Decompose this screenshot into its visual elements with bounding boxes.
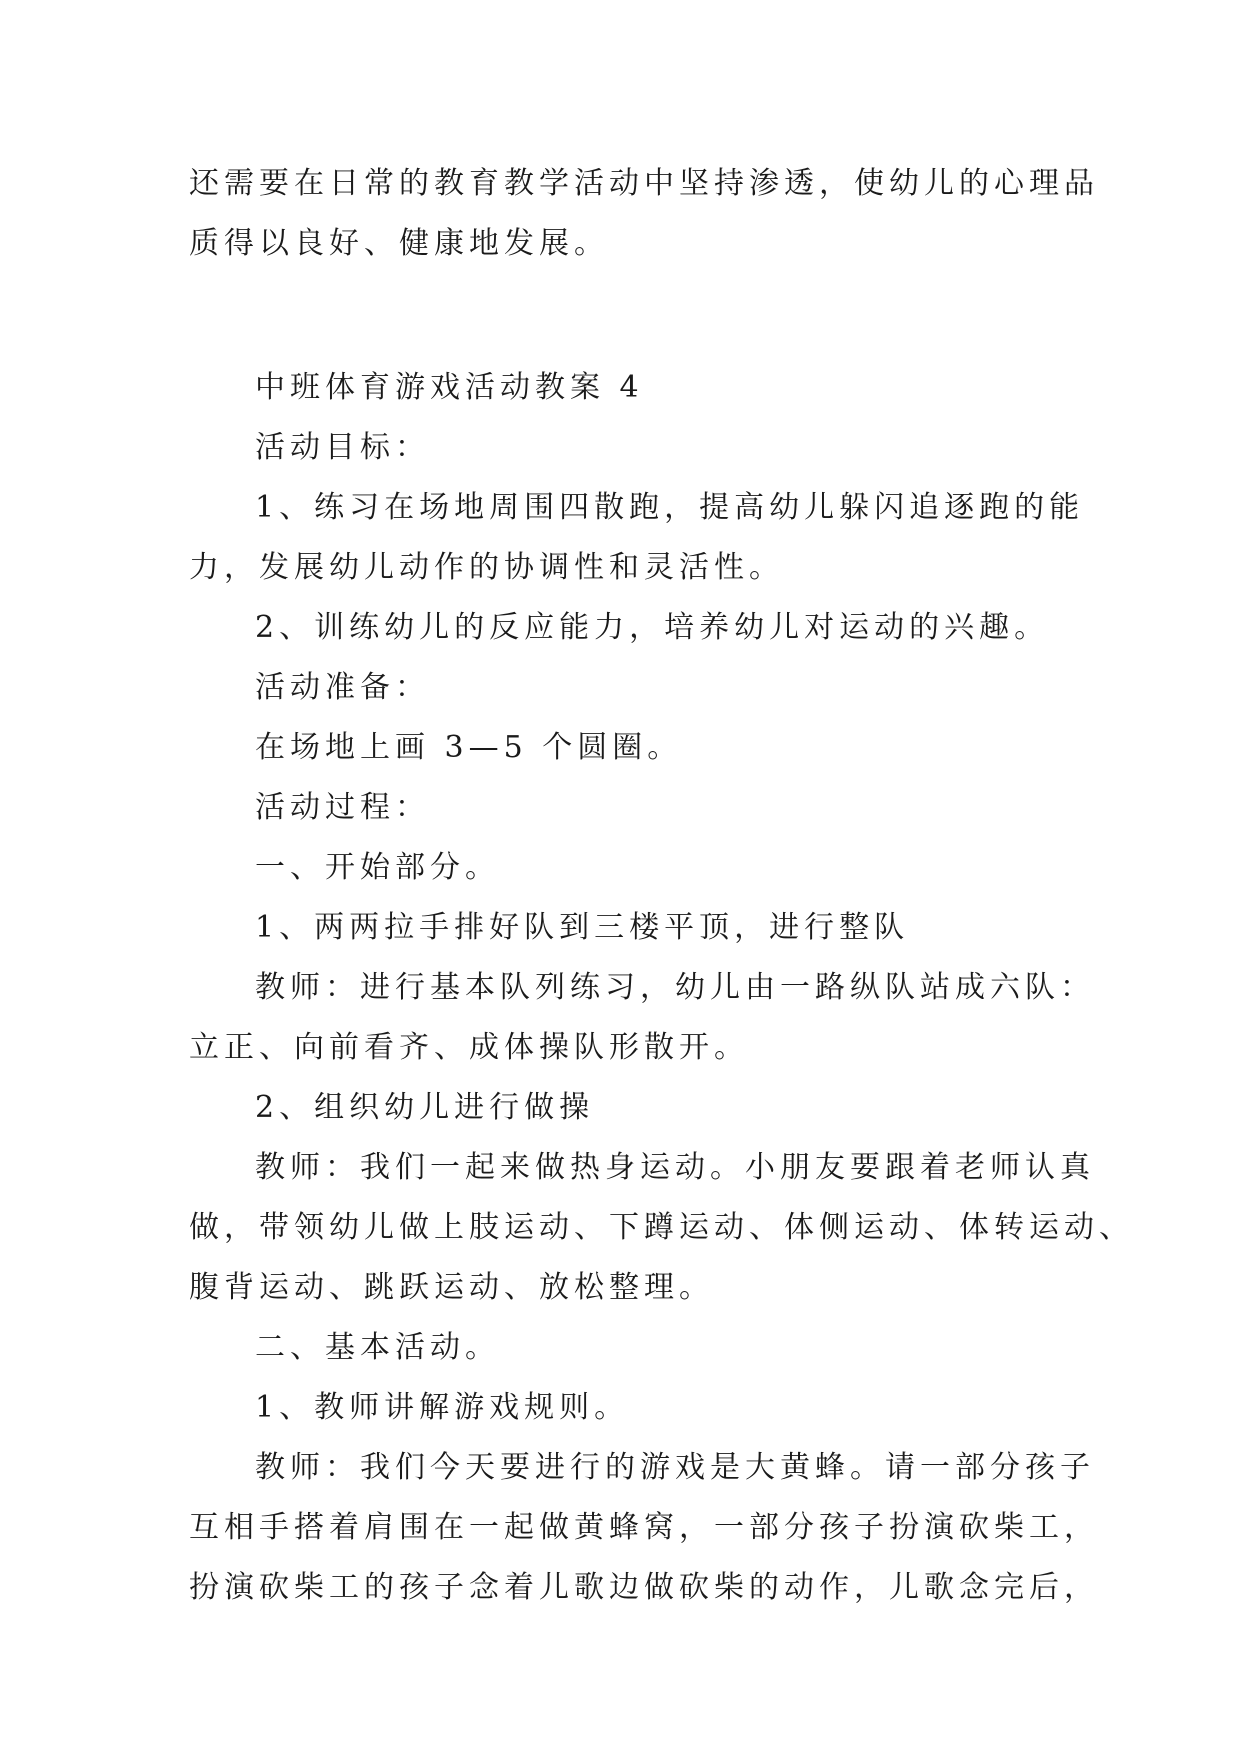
paragraph-gap <box>189 274 1053 358</box>
paragraph-line: 立正、向前看齐、成体操队形散开。 <box>189 1030 749 1065</box>
paragraph-line: 教师：进行基本队列练习，幼儿由一路纵队站成六队： <box>255 970 1095 1005</box>
paragraph-line: 教师：我们今天要进行的游戏是大黄蜂。请一部分孩子 <box>255 1450 1095 1485</box>
paragraph-line: 质得以良好、健康地发展。 <box>189 226 609 261</box>
subheading-activity-preparation: 活动准备： <box>255 670 430 705</box>
paragraph-line: 在场地上画 3—5 个圆圈。 <box>255 730 683 765</box>
paragraph-line: 扮演砍柴工的孩子念着儿歌边做砍柴的动作，儿歌念完后， <box>189 1570 1099 1605</box>
paragraph-line: 1、练习在场地周围四散跑，提高幼儿躲闪追逐跑的能 <box>255 490 1085 525</box>
document-body <box>189 154 1134 1618</box>
section-heading: 中班体育游戏活动教案 4 <box>255 370 644 405</box>
subheading-activity-goals: 活动目标： <box>255 430 430 465</box>
paragraph-line: 2、训练幼儿的反应能力，培养幼儿对运动的兴趣。 <box>255 610 1050 645</box>
paragraph-line: 互相手搭着肩围在一起做黄蜂窝，一部分孩子扮演砍柴工， <box>189 1510 1099 1545</box>
paragraph-line: 腹背运动、跳跃运动、放松整理。 <box>189 1270 714 1305</box>
subheading-part-one: 一、开始部分。 <box>255 850 500 885</box>
paragraph-line: 还需要在日常的教育教学活动中坚持渗透，使幼儿的心理品 <box>189 166 1099 201</box>
subheading-activity-process: 活动过程： <box>255 790 430 825</box>
paragraph-line: 教师：我们一起来做热身运动。小朋友要跟着老师认真 <box>255 1150 1095 1185</box>
paragraph-line: 做，带领幼儿做上肢运动、下蹲运动、体侧运动、体转运动、 <box>189 1210 1134 1245</box>
paragraph-line: 1、两两拉手排好队到三楼平顶，进行整队 <box>255 910 910 945</box>
paragraph-line: 力，发展幼儿动作的协调性和灵活性。 <box>189 550 784 585</box>
paragraph-line: 2、组织幼儿进行做操 <box>255 1090 595 1125</box>
paragraph-line: 1、教师讲解游戏规则。 <box>255 1390 630 1425</box>
subheading-part-two: 二、基本活动。 <box>255 1330 500 1365</box>
